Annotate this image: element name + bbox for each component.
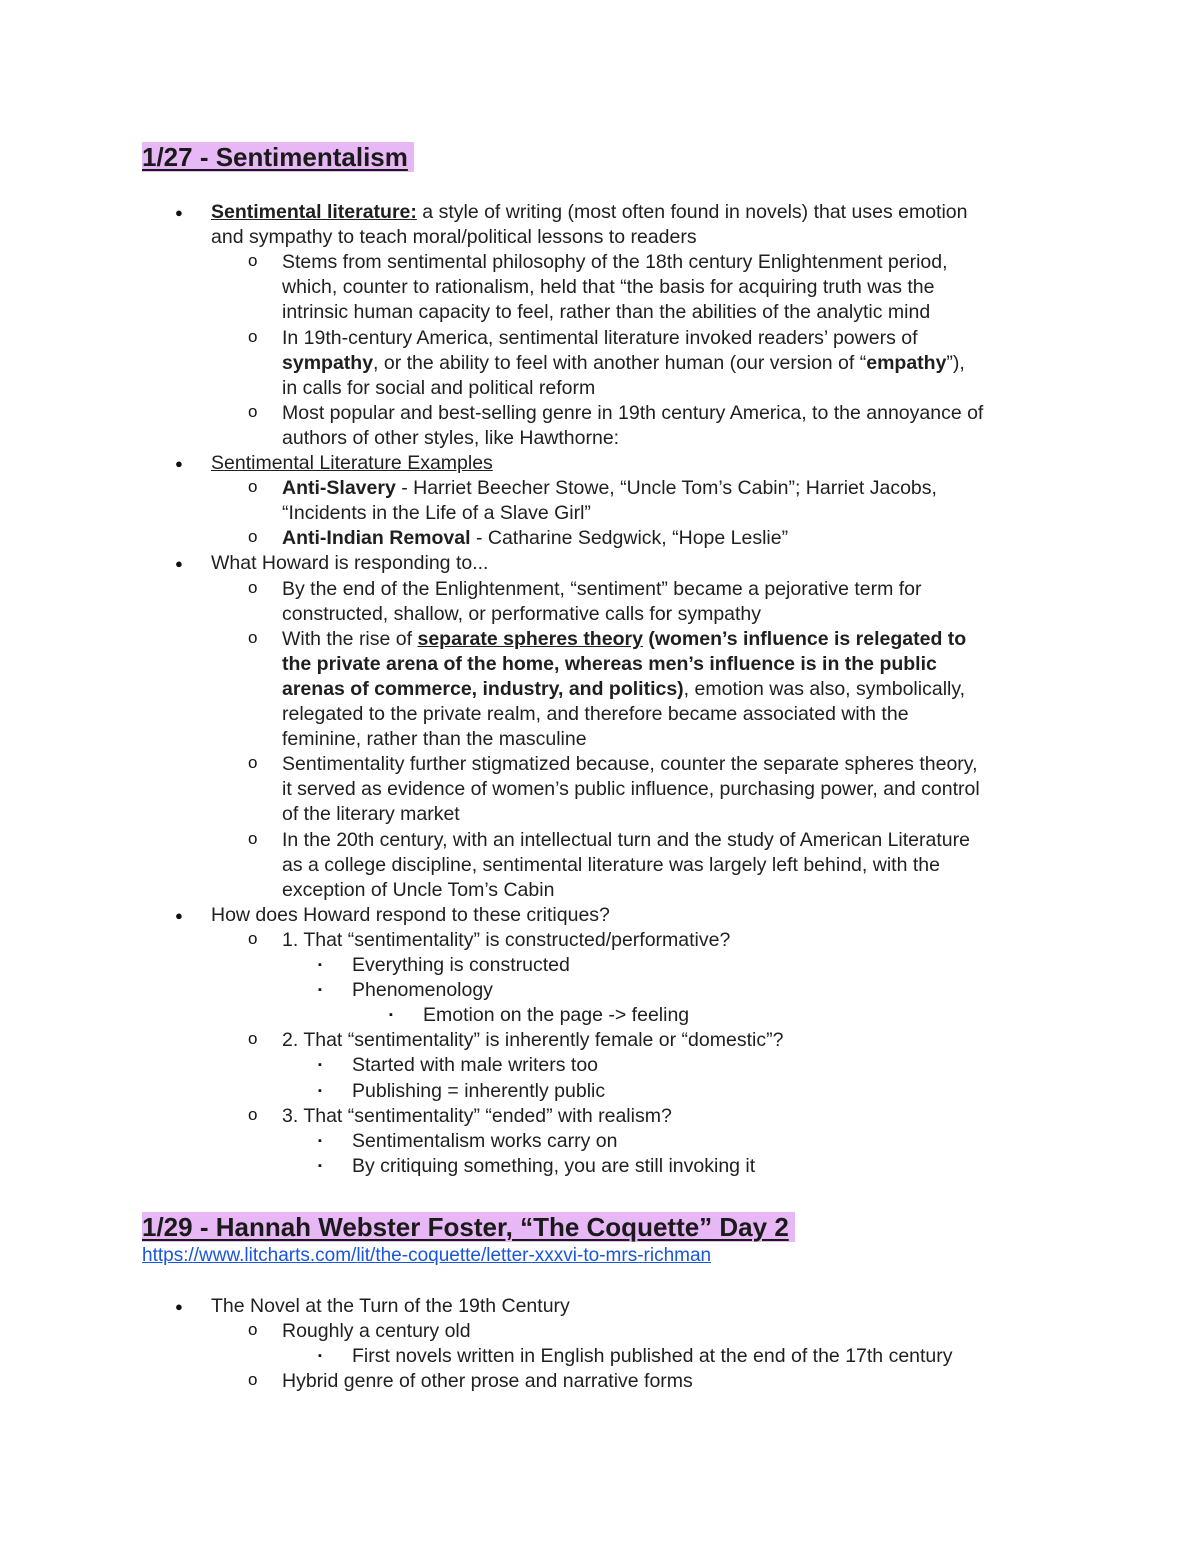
- text-run: the private arena of the home, whereas men’s influence is in the public: [282, 652, 937, 675]
- litcharts-link[interactable]: https://www.litcharts.com/lit/the-coquette/letter-xxxvi-to-mrs-richman: [142, 1245, 712, 1266]
- list-item: [282, 326, 918, 351]
- list-item: [211, 1294, 570, 1319]
- bullet-square-icon: ▪: [389, 1009, 393, 1022]
- bullet-dot-icon: ●: [175, 907, 183, 923]
- list-item-continuation: [282, 777, 980, 802]
- bullet-square-icon: ▪: [318, 1134, 322, 1147]
- text-run: Sentimentalism works carry on: [352, 1129, 618, 1152]
- text-run: sympathy: [282, 351, 374, 374]
- text-run: Anti-Slavery: [282, 477, 396, 500]
- list-item: [282, 627, 966, 652]
- text-run: Phenomenology: [352, 979, 493, 1002]
- list-item-continuation: [282, 702, 909, 727]
- text-run: - Harriet Beecher Stowe, “Uncle Tom’s Cabin”; Harriet Jacobs,: [395, 477, 937, 500]
- list-item: [282, 1319, 471, 1344]
- list-item: [352, 1154, 755, 1179]
- text-run: Publishing = inherently public: [352, 1079, 606, 1102]
- text-run: as a college discipline, sentimental literature was largely left behind, with the: [282, 853, 940, 876]
- list-item: [352, 1344, 953, 1369]
- bullet-dot-icon: ●: [175, 205, 183, 220]
- text-run: Sentimentality further stigmatized because, counter the separate spheres theory,: [282, 753, 978, 776]
- bullet-dot-icon: ●: [175, 1299, 183, 1314]
- text-run: In 19th-century America, sentimental literature invoked readers’ powers of: [282, 326, 918, 349]
- list-item-continuation: [282, 727, 587, 752]
- text-run: , emotion was also, symbolically,: [683, 677, 966, 700]
- list-item: [352, 978, 493, 1003]
- list-item-continuation: [282, 677, 965, 702]
- bullet-circle-icon: o: [248, 577, 258, 597]
- bullet-circle-icon: o: [248, 1370, 258, 1390]
- list-item-continuation: [282, 300, 930, 325]
- text-run: Most popular and best-selling genre in 19th century America, to the annoyance of: [282, 401, 984, 424]
- text-run: Sentimental literature:: [211, 201, 417, 223]
- text-run: empathy: [866, 351, 947, 374]
- list-item-continuation: [282, 426, 619, 451]
- text-run: The Novel at the Turn of the 19th Century: [211, 1295, 570, 1317]
- list-item: [282, 401, 983, 426]
- text-run: First novels written in English published at the end of the 17th century: [352, 1345, 953, 1368]
- bullet-dot-icon: ●: [175, 456, 183, 471]
- text-run: intrinsic human capacity to feel, rather than the abilities of the analytic mind: [282, 301, 931, 324]
- bullet-square-icon: ▪: [318, 1350, 322, 1363]
- bullet-circle-icon: o: [248, 1029, 258, 1049]
- bullet-square-icon: ▪: [318, 1084, 322, 1097]
- list-item: [282, 250, 948, 275]
- bullet-circle-icon: o: [248, 753, 258, 773]
- text-run: feminine, rather than the masculine: [282, 728, 587, 751]
- section-heading-coquette: 1/29 - Hannah Webster Foster, “The Coquette” Day 2: [142, 1212, 795, 1242]
- text-run: Started with male writers too: [352, 1054, 599, 1077]
- list-item: [282, 1028, 783, 1053]
- text-run: in calls for social and political reform: [282, 376, 596, 399]
- list-item-continuation: [282, 501, 591, 526]
- text-run: By the end of the Enlightenment, “sentiment” became a pejorative term for: [282, 577, 922, 600]
- list-item: [282, 1369, 693, 1394]
- bullet-circle-icon: o: [248, 1320, 258, 1340]
- text-run: Anti-Indian Removal: [282, 527, 471, 550]
- list-item-continuation: [282, 878, 554, 903]
- text-run: ”),: [946, 351, 965, 374]
- text-run: - Catharine Sedgwick, “Hope Leslie”: [470, 527, 789, 550]
- list-item: [211, 903, 610, 928]
- list-item-continuation: [282, 376, 595, 401]
- list-item-continuation: [282, 351, 965, 376]
- text-run: In the 20th century, with an intellectual turn and the study of American Literature: [282, 828, 970, 851]
- bullet-circle-icon: o: [248, 326, 258, 346]
- bullet-circle-icon: o: [248, 828, 258, 848]
- text-run: Sentimental Literature Examples: [211, 452, 493, 474]
- bullet-square-icon: ▪: [318, 984, 322, 997]
- list-item: [423, 1003, 689, 1028]
- list-item: [282, 928, 730, 953]
- text-run: which, counter to rationalism, held that “the basis for acquiring truth was the: [282, 276, 935, 299]
- bullet-circle-icon: o: [248, 527, 258, 547]
- bullet-circle-icon: o: [248, 477, 258, 497]
- list-item: [352, 953, 570, 978]
- list-item: [282, 752, 978, 777]
- text-run: , or the ability to feel with another human (our version of “: [373, 351, 867, 374]
- bullet-circle-icon: o: [248, 401, 258, 421]
- list-item: [352, 1079, 605, 1104]
- text-run: “Incidents in the Life of a Slave Girl”: [282, 502, 591, 525]
- list-item: [352, 1053, 598, 1078]
- text-run: Roughly a century old: [282, 1320, 471, 1343]
- text-run: constructed, shallow, or performative calls for sympathy: [282, 602, 762, 625]
- text-run: a style of writing (most often found in novels) that uses emotion: [416, 201, 968, 223]
- text-run: 2. That “sentimentality” is inherently female or “domestic”?: [282, 1029, 784, 1052]
- list-item: [282, 526, 788, 551]
- text-run: By critiquing something, you are still invoking it: [352, 1154, 756, 1177]
- section-heading-sentimentalism: 1/27 - Sentimentalism: [142, 142, 414, 172]
- bullet-square-icon: ▪: [318, 1159, 322, 1172]
- list-item: [282, 476, 937, 501]
- list-item-continuation: [282, 652, 937, 677]
- text-run: arenas of commerce, industry, and politics): [282, 677, 684, 700]
- list-item-continuation: [282, 602, 761, 627]
- bullet-circle-icon: o: [248, 1104, 258, 1124]
- text-run: of the literary market: [282, 803, 460, 826]
- text-run: How does Howard respond to these critiques?: [211, 903, 610, 926]
- list-item: [282, 828, 970, 853]
- text-run: Emotion on the page -> feeling: [423, 1004, 690, 1027]
- text-run: (women’s influence is relegated to: [642, 627, 967, 650]
- bullet-square-icon: ▪: [318, 1059, 322, 1072]
- list-item-continuation: [282, 275, 935, 300]
- bullet-circle-icon: o: [248, 928, 258, 948]
- text-run: and sympathy to teach moral/political lessons to readers: [211, 226, 697, 249]
- list-item: [282, 1104, 672, 1129]
- bullet-circle-icon: o: [248, 251, 258, 271]
- list-item: [352, 1129, 618, 1154]
- text-run: Everything is constructed: [352, 954, 570, 976]
- list-item: [211, 200, 968, 225]
- list-item: [211, 551, 488, 576]
- text-run: Stems from sentimental philosophy of the 18th century Enlightenment period,: [282, 251, 948, 274]
- text-run: exception of Uncle Tom’s Cabin: [282, 878, 555, 901]
- text-run: it served as evidence of women’s public influence, purchasing power, and control: [282, 778, 980, 801]
- text-run: 1. That “sentimentality” is constructed/performative?: [282, 928, 731, 951]
- list-item: [282, 577, 922, 602]
- text-run: separate spheres theory: [417, 627, 643, 650]
- text-run: 3. That “sentimentality” “ended” with realism?: [282, 1104, 672, 1127]
- list-item-continuation: [211, 225, 697, 250]
- list-item: [211, 451, 493, 476]
- text-run: authors of other styles, like Hawthorne:: [282, 426, 620, 449]
- list-item-continuation: [282, 802, 460, 827]
- text-run: relegated to the private realm, and therefore became associated with the: [282, 703, 909, 725]
- list-item-continuation: [282, 853, 940, 878]
- bullet-dot-icon: ●: [175, 556, 183, 572]
- text-run: What Howard is responding to...: [211, 552, 489, 575]
- text-run: With the rise of: [282, 627, 418, 650]
- bullet-square-icon: ▪: [318, 959, 322, 971]
- bullet-circle-icon: o: [248, 627, 258, 647]
- text-run: Hybrid genre of other prose and narrative forms: [282, 1370, 693, 1393]
